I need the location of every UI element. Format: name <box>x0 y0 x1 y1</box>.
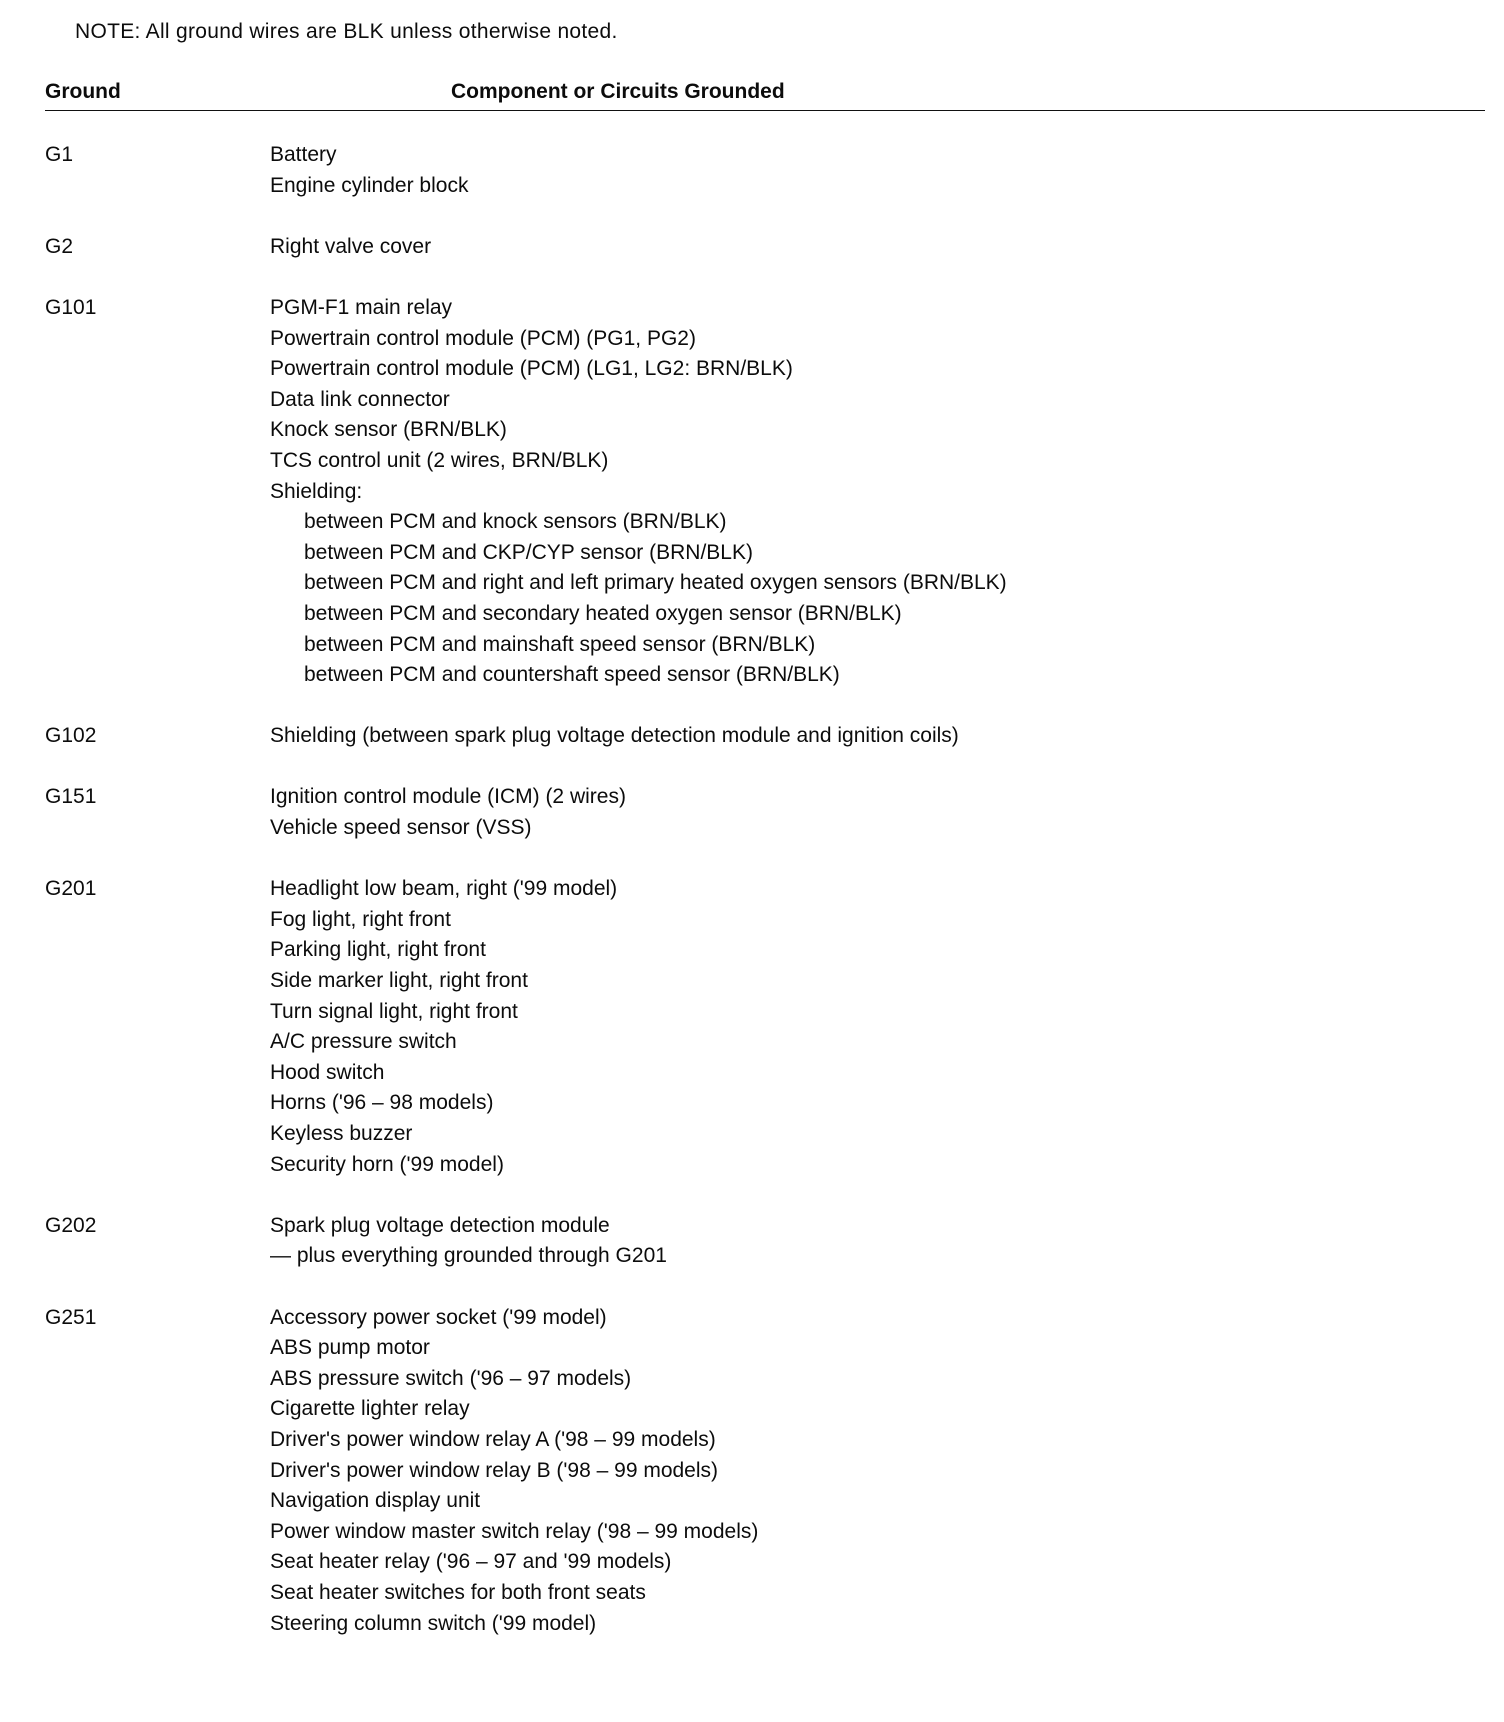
ground-id: G1 <box>45 143 74 166</box>
grounded-components <box>270 721 1465 752</box>
ground-note: NOTE: All ground wires are BLK unless otherwise noted. <box>75 20 618 43</box>
grounded-item: Security horn ('99 model) <box>270 1152 504 1176</box>
grounded-item: Driver's power window relay B ('98 – 99 models) <box>270 1458 719 1482</box>
grounded-item: Powertrain control module (PCM) (PG1, PG2) <box>270 326 696 350</box>
grounded-item: Side marker light, right front <box>270 969 528 993</box>
ground-row <box>45 721 1465 752</box>
grounded-item: Cigarette lighter relay <box>270 1397 470 1421</box>
grounded-item: Shielding (between spark plug voltage detection module and ignition coils) <box>270 724 959 748</box>
grounded-item: Navigation display unit <box>270 1489 481 1513</box>
grounded-item: Turn signal light, right front <box>270 999 518 1023</box>
grounded-subitem: between PCM and right and left primary heated oxygen sensors (BRN/BLK) <box>304 571 1007 595</box>
grounded-components <box>270 1303 1465 1640</box>
ground-row <box>45 293 1465 691</box>
grounded-subitem: between PCM and secondary heated oxygen sensor (BRN/BLK) <box>304 601 902 625</box>
grounded-item: Vehicle speed sensor (VSS) <box>270 816 532 840</box>
grounded-item: Knock sensor (BRN/BLK) <box>270 418 507 442</box>
ground-id: G2 <box>45 234 74 258</box>
ground-row <box>45 1211 1465 1272</box>
grounded-subitem: between PCM and knock sensors (BRN/BLK) <box>304 510 727 534</box>
grounded-item: PGM-F1 main relay <box>270 295 453 319</box>
ground-id: G201 <box>45 877 97 901</box>
grounded-subitem: between PCM and countershaft speed sensor (BRN/BLK) <box>304 663 840 687</box>
grounded-item: Hood switch <box>270 1060 385 1084</box>
grounded-item: Driver's power window relay A ('98 – 99 models) <box>270 1427 716 1451</box>
header-divider <box>45 110 1485 111</box>
grounded-item: Power window master switch relay ('98 – 99 models) <box>270 1519 759 1543</box>
ground-row <box>45 232 1465 263</box>
ground-row <box>45 874 1465 1180</box>
grounded-item: — plus everything grounded through G201 <box>270 1244 667 1268</box>
ground-id: G251 <box>45 1305 97 1329</box>
grounded-components <box>270 782 1465 843</box>
ground-id: G202 <box>45 1213 97 1237</box>
grounded-components <box>270 140 1465 201</box>
ground-row <box>45 782 1465 843</box>
ground-column-header: Ground <box>45 80 121 103</box>
grounded-item: Horns ('96 – 98 models) <box>270 1091 494 1115</box>
grounded-item: Right valve cover <box>270 234 432 258</box>
ground-table <box>45 140 1465 1670</box>
grounded-item: Data link connector <box>270 387 450 411</box>
grounded-item: Battery <box>270 143 337 166</box>
grounded-item: TCS control unit (2 wires, BRN/BLK) <box>270 448 609 472</box>
grounded-item: Seat heater switches for both front seats <box>270 1580 646 1604</box>
grounded-item: Fog light, right front <box>270 907 451 931</box>
ground-id: G151 <box>45 785 97 809</box>
ground-row <box>45 1303 1465 1640</box>
grounded-item: Ignition control module (ICM) (2 wires) <box>270 785 626 809</box>
grounded-item: ABS pressure switch ('96 – 97 models) <box>270 1366 632 1390</box>
grounded-components <box>270 232 1465 263</box>
grounded-item: Engine cylinder block <box>270 173 469 197</box>
grounded-item: ABS pump motor <box>270 1336 430 1360</box>
grounded-components <box>270 874 1465 1180</box>
grounded-item: Accessory power socket ('99 model) <box>270 1305 607 1329</box>
grounded-item: Shielding: <box>270 479 363 503</box>
grounded-subitem: between PCM and mainshaft speed sensor (BRN/BLK) <box>304 632 816 656</box>
grounded-item: Spark plug voltage detection module <box>270 1213 610 1237</box>
grounded-item: Steering column switch ('99 model) <box>270 1611 597 1635</box>
ground-row <box>45 140 1465 201</box>
grounded-item: Keyless buzzer <box>270 1122 413 1145</box>
grounded-components <box>270 293 1465 691</box>
grounded-item: Seat heater relay ('96 – 97 and '99 models) <box>270 1550 672 1574</box>
grounded-item: Powertrain control module (PCM) (LG1, LG2: BRN/BLK) <box>270 357 793 381</box>
ground-id: G101 <box>45 295 97 319</box>
grounded-subitem: between PCM and CKP/CYP sensor (BRN/BLK) <box>304 540 753 564</box>
ground-id: G102 <box>45 724 97 748</box>
grounded-item: A/C pressure switch <box>270 1030 457 1054</box>
grounded-item: Parking light, right front <box>270 938 486 962</box>
grounded-components <box>270 1211 1465 1272</box>
component-column-header: Component or Circuits Grounded <box>451 80 785 103</box>
grounded-item: Headlight low beam, right ('99 model) <box>270 877 618 901</box>
